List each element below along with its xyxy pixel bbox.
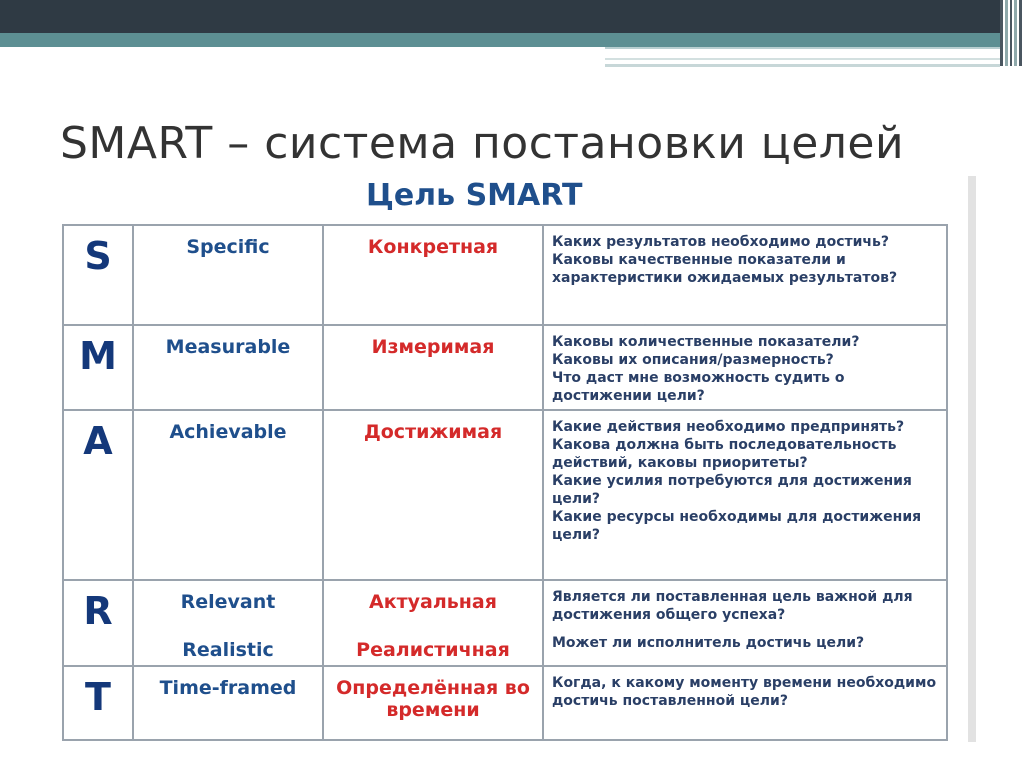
- banner-teal-band: [0, 33, 1000, 47]
- question-text: Что даст мне возможность судить о достижении цели?: [552, 370, 845, 404]
- row-letter: R: [63, 580, 133, 666]
- table-heading: Цель SMART: [366, 178, 583, 213]
- english-term: Time-framed: [133, 666, 323, 740]
- table-row: [63, 325, 947, 410]
- question-text: Какие действия необходимо предпринять?: [552, 419, 905, 435]
- russian-term: Измеримая: [323, 325, 543, 410]
- top-banner: [0, 0, 1024, 70]
- table-row: [63, 580, 947, 666]
- banner-line: [605, 58, 1000, 60]
- english-term: Measurable: [133, 325, 323, 410]
- english-term: Specific: [133, 225, 323, 325]
- banner-dark-band: [0, 0, 1000, 33]
- slide-title: SMART – система постановки целей: [60, 118, 905, 169]
- banner-stripes: [1000, 0, 1024, 66]
- question-text: Какова должна быть последовательность действий, каковы приоритеты?: [552, 437, 897, 471]
- table-row: [63, 666, 947, 740]
- question-text: Может ли исполнитель достичь цели?: [552, 635, 865, 651]
- questions-cell: [543, 410, 947, 580]
- russian-term: Достижимая: [323, 410, 543, 580]
- questions-cell: [543, 225, 947, 325]
- right-edge-shadow: [968, 176, 976, 742]
- russian-term-actual: Актуальная: [369, 591, 497, 613]
- english-term-realistic: Realistic: [182, 639, 274, 661]
- questions-cell: [543, 325, 947, 410]
- question-text: Какие ресурсы необходимы для достижения цели?: [552, 509, 922, 543]
- table-row: [63, 410, 947, 580]
- question-text: Каких результатов необходимо достичь?: [552, 234, 890, 250]
- russian-term: [323, 580, 543, 666]
- table-row: [63, 225, 947, 325]
- russian-term-realistic: Реалистичная: [356, 639, 510, 661]
- row-letter: S: [63, 225, 133, 325]
- english-term: Achievable: [133, 410, 323, 580]
- questions-cell: [543, 666, 947, 740]
- row-letter: M: [63, 325, 133, 410]
- question-text: Является ли поставленная цель важной для достижения общего успеха?: [552, 589, 913, 623]
- question-text: Каковы качественные показатели и характеристики ожидаемых результатов?: [552, 252, 898, 286]
- questions-cell: [543, 580, 947, 666]
- russian-term: Определённая во времени: [323, 666, 543, 740]
- english-term-relevant: Relevant: [180, 591, 276, 613]
- row-letter: T: [63, 666, 133, 740]
- row-letter: A: [63, 410, 133, 580]
- question-text: Каковы количественные показатели?: [552, 334, 860, 350]
- question-text: Каковы их описания/размерность?: [552, 352, 834, 368]
- question-text: Какие усилия потребуются для достижения цели?: [552, 473, 912, 507]
- banner-light-band: [605, 47, 1000, 67]
- english-term: [133, 580, 323, 666]
- smart-table: [62, 224, 948, 741]
- russian-term: Конкретная: [323, 225, 543, 325]
- question-text: Когда, к какому моменту времени необходимо достичь поставленной цели?: [552, 675, 937, 709]
